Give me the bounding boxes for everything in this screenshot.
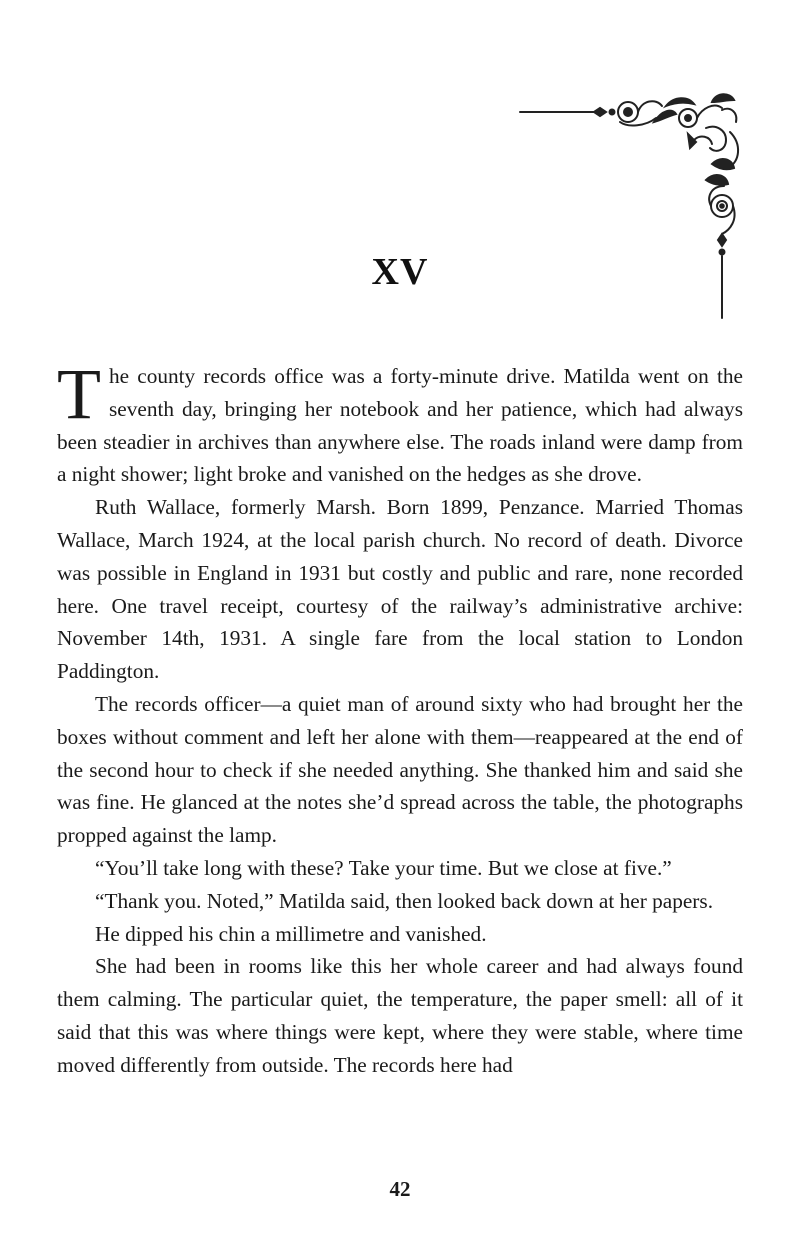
chapter-body [57,354,743,1082]
paragraph-3: The records officer—a quiet man of around sixty who had brought her the boxes without comment and left her alone with them—reappeared at the end of the second hour to check if she needed anything. She thanked him and said she was fine. He glanced at the notes she’d spread across the table, the photographs propped against the lamp. [57,691,743,848]
paragraph-1 [57,354,743,491]
paragraph-5: “Thank you. Noted,” Matilda said, then looked back down at her papers. [95,888,714,913]
paragraph-4: “You’ll take long with these? Take your time. But we close at five.” [95,855,672,880]
drop-cap: T [57,354,101,434]
paragraph-2: Ruth Wallace, formerly Marsh. Born 1899, Penzance. Married Thomas Wallace, March 1924, at the local parish church. No record of death. Divorce was possible in England in 1931 but costly and public and rare, none recorded here. One travel receipt, courtesy of the railway’s administrative archive: November 14th, 1931. A single fare from the local station to London Paddington. [57,495,743,684]
chapter-title: XV [371,251,429,293]
paragraph-7: She had been in rooms like this her whole career and had always found them calming. The particular quiet, the temperature, the paper smell: all of it said that this was where things were kept, where they were stable, where time moved differently from outside. The records here had [57,954,743,1077]
page-number: 42 [389,1177,411,1201]
paragraph-1-text: he county records office was a forty-minute drive. Matilda went on the seventh day, bringing her notebook and her patience, which had always been steadier in archives than anywhere else. The roads inland were damp from a night shower; light broke and vanished on the hedges as she drove. [57,364,743,487]
paragraph-6: He dipped his chin a millimetre and vanished. [95,921,487,946]
